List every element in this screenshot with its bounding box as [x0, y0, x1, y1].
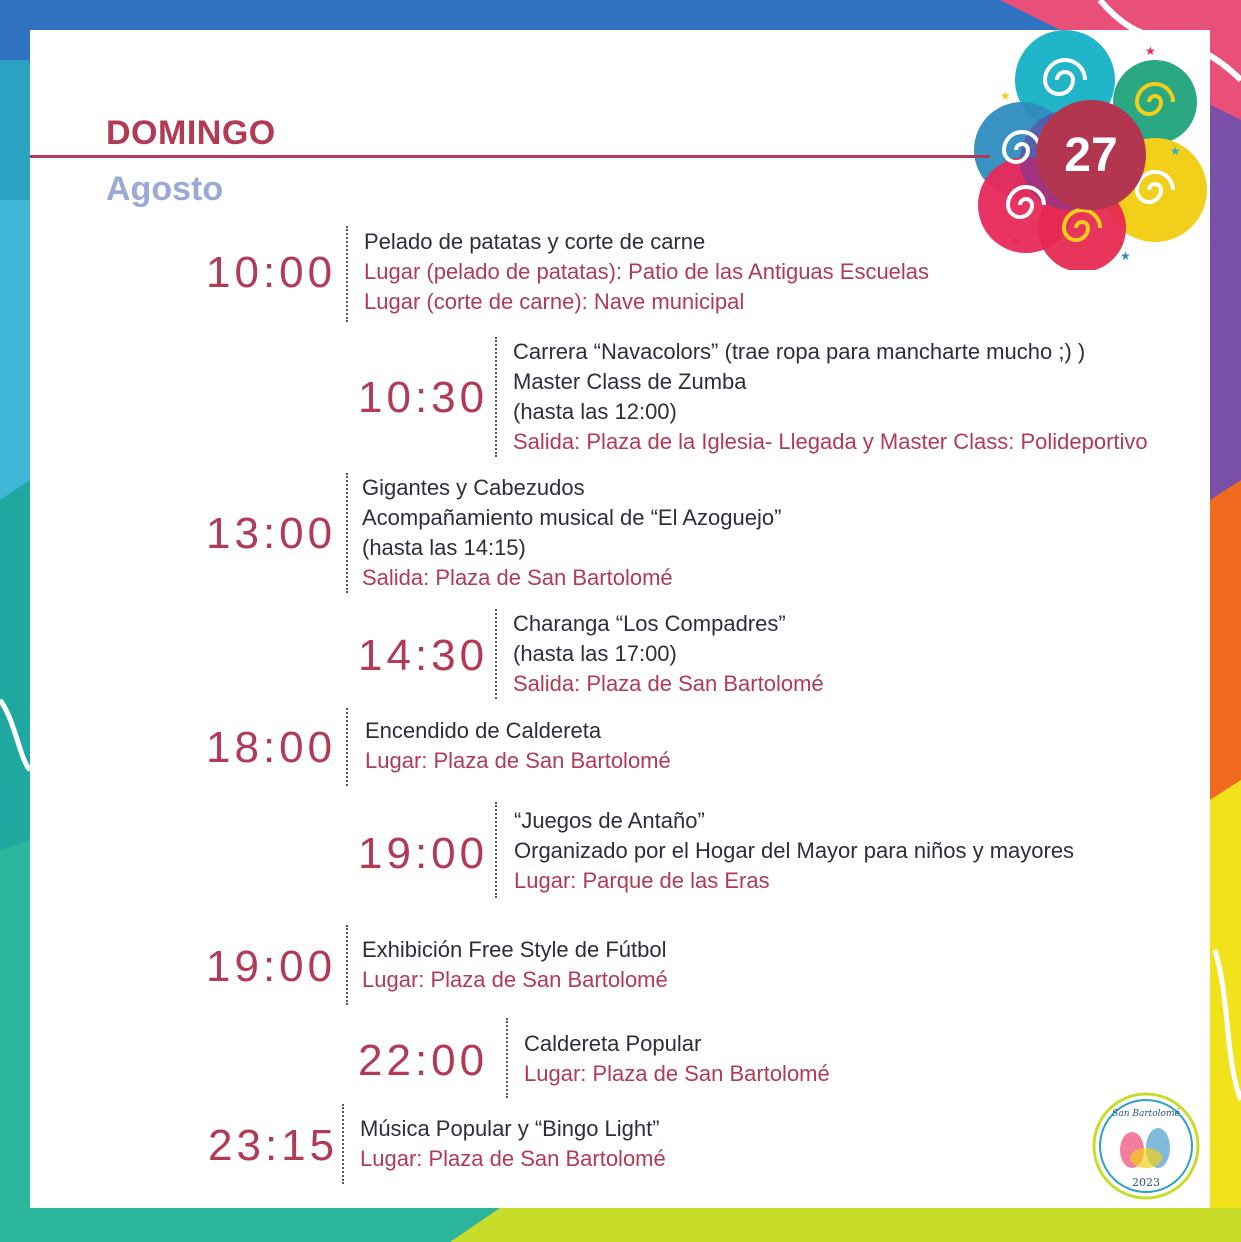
event-title: Charanga “Los Compadres”: [513, 611, 786, 636]
event-details: [365, 716, 671, 776]
title-rule: [30, 155, 990, 158]
event-place: Salida: Plaza de San Bartolomé: [513, 671, 824, 696]
day-number-badge: 27: [1036, 100, 1146, 210]
event-place: Lugar: Plaza de San Bartolomé: [360, 1146, 666, 1171]
event-details: [514, 806, 1074, 896]
event-line: (hasta las 14:15): [362, 535, 526, 560]
event-separator: [346, 226, 348, 322]
event-title: Exhibición Free Style de Fútbol: [362, 937, 667, 962]
event-line: Organizado por el Hogar del Mayor para niños y mayores: [514, 838, 1075, 863]
event-details: [364, 227, 929, 317]
event-separator: [506, 1018, 508, 1098]
event-time: 14:30: [358, 631, 489, 680]
event-details: [362, 473, 781, 593]
event-title: Carrera “Navacolors” (trae ropa para mancharte mucho ;) ): [513, 339, 1086, 364]
event-place: Lugar: Parque de las Eras: [514, 868, 770, 893]
event-title: Música Popular y “Bingo Light”: [360, 1116, 660, 1141]
event-separator: [495, 802, 497, 898]
event-details: [513, 609, 824, 699]
event-details: [524, 1029, 830, 1089]
event-place: Lugar: Plaza de San Bartolomé: [365, 748, 671, 773]
event-title: Encendido de Caldereta: [365, 718, 602, 743]
event-place: Lugar (pelado de patatas): Patio de las Antiguas Escuelas: [364, 259, 930, 284]
event-details: [513, 337, 1148, 457]
event-time: 13:00: [206, 509, 337, 558]
event-time: 22:00: [358, 1036, 489, 1085]
event-place: Lugar (corte de carne): Nave municipal: [364, 289, 745, 314]
event-line: (hasta las 12:00): [513, 399, 677, 424]
event-separator: [346, 708, 348, 786]
event-line: Acompañamiento musical de “El Azoguejo”: [362, 505, 782, 530]
svg-text:★: ★: [1145, 44, 1156, 58]
event-time: 19:00: [358, 829, 489, 878]
event-title: Gigantes y Cabezudos: [362, 475, 585, 500]
event-title: “Juegos de Antaño”: [514, 808, 705, 833]
event-separator: [346, 925, 348, 1005]
event-title: Caldereta Popular: [524, 1031, 702, 1056]
day-name: DOMINGO: [106, 114, 276, 152]
event-place: Lugar: Plaza de San Bartolomé: [362, 967, 668, 992]
event-line: (hasta las 17:00): [513, 641, 677, 666]
festival-logo: [1092, 1092, 1200, 1200]
event-details: [360, 1114, 666, 1174]
event-place: Salida: Plaza de San Bartolomé: [362, 565, 673, 590]
event-line: Master Class de Zumba: [513, 369, 747, 394]
event-place: Lugar: Plaza de San Bartolomé: [524, 1061, 830, 1086]
svg-text:★: ★: [1120, 249, 1131, 263]
svg-text:★: ★: [1170, 144, 1181, 158]
logo-year: 2023: [1132, 1176, 1160, 1189]
svg-text:★: ★: [1000, 89, 1011, 103]
event-separator: [495, 609, 497, 699]
logo-text: San Bartolomé: [1112, 1109, 1180, 1119]
month-label: Agosto: [106, 170, 224, 208]
event-details: [362, 935, 668, 995]
event-time: 19:00: [206, 942, 337, 991]
event-place: Salida: Plaza de la Iglesia- Llegada y Master Class: Polideportivo: [513, 429, 1148, 454]
event-separator: [495, 337, 497, 457]
event-time: 10:30: [358, 373, 489, 422]
svg-text:★: ★: [1010, 234, 1021, 248]
event-separator: [342, 1104, 344, 1184]
event-time: 10:00: [206, 248, 337, 297]
event-separator: [346, 473, 348, 593]
event-time: 18:00: [206, 723, 337, 772]
event-time: 23:15: [208, 1121, 339, 1170]
event-title: Pelado de patatas y corte de carne: [364, 229, 706, 254]
